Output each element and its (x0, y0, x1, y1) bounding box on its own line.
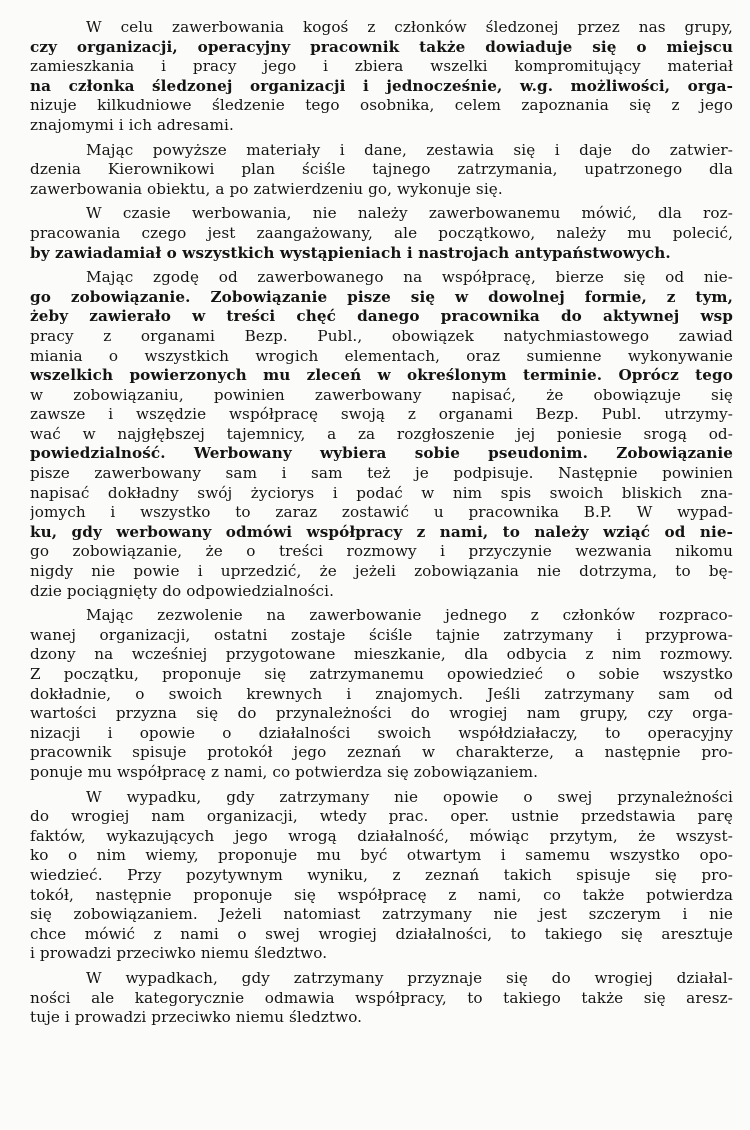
paragraph (30, 606, 733, 782)
text-line: dzie pociągnięty do odpowiedzialności. (30, 581, 335, 600)
text-line: wartości przyzna się do przynależności do wrogiej nam grupy, czy orga- (30, 704, 733, 723)
text-line: nigdy nie powie i uprzedzić, że jeżeli zobowiązania nie dotrzyma, to bę- (30, 562, 733, 581)
text-line: go zobowiązanie, że o treści rozmowy i przyczynie wezwania nikomu (30, 542, 733, 561)
text-line: by zawiadamiał o wszystkich wystąpieniach i nastrojach antypaństwowych. (30, 243, 671, 262)
text-line: miania o wszystkich wrogich elementach, oraz sumienne wykonywanie (30, 346, 733, 365)
text-line: w zobowiązaniu, powinien zawerbowany napisać, że obowiązuje się (30, 385, 733, 404)
text-line: faktów, wykazujących jego wrogą działalność, mówiąc przytym, że wszyst- (30, 826, 733, 845)
text-line: go zobowiązanie. Zobowiązanie pisze się w dowolnej formie, z tym, (30, 287, 733, 306)
text-line: W wypadkach, gdy zatrzymany przyznaje się do wrogiej działal- (86, 968, 733, 987)
text-line: ku, gdy werbowany odmówi współpracy z nami, to należy wziąć od nie- (30, 522, 733, 541)
text-line: znajomymi i ich adresami. (30, 115, 234, 134)
paragraph (30, 204, 733, 263)
text-line: tuje i prowadzi przeciwko niemu śledztwo. (30, 1008, 363, 1027)
text-line: W czasie werbowania, nie należy zawerbowanemu mówić, dla roz- (86, 204, 733, 223)
text-line: zawerbowania obiektu, a po zatwierdzeniu go, wykonuje się. (30, 179, 503, 198)
text-line: ności ale kategorycznie odmawia współpracy, to takiego także się aresz- (30, 988, 733, 1007)
text-line: dzenia Kierownikowi plan ściśle tajnego zatrzymania, upatrzonego dla (30, 160, 733, 179)
text-line: Mając zezwolenie na zawerbowanie jednego z członków rozpraco- (86, 606, 733, 625)
paragraph (30, 18, 733, 136)
text-line: wać w najgłębszej tajemnicy, a za rozgłoszenie jej poniesie srogą od- (30, 424, 733, 443)
text-line: ko o nim wiemy, proponuje mu być otwartym i samemu wszystko opo- (30, 846, 733, 865)
text-line: wiedzieć. Przy pozytywnym wyniku, z zeznań takich spisuje się pro- (30, 865, 733, 884)
text-line: wszelkich powierzonych mu zleceń w określonym terminie. Oprócz tego (30, 366, 733, 385)
text-line: się zobowiązaniem. Jeżeli natomiast zatrzymany nie jest szczerym i nie (30, 905, 733, 924)
text-line: pracowania czego jest zaangażowany, ale początkowo, należy mu polecić, (30, 223, 733, 242)
document-text (30, 18, 733, 1033)
text-line: nizuje kilkudniowe śledzenie tego osobnika, celem zapoznania się z jego (30, 96, 733, 115)
text-line: pisze zawerbowany sam i sam też je podpisuje. Następnie powinien (30, 464, 733, 483)
text-line: dzony na wcześniej przygotowane mieszkanie, dla odbycia z nim rozmowy. (30, 645, 733, 664)
text-line: pracy z organami Bezp. Publ., obowiązek natychmiastowego zawiad (30, 326, 733, 345)
text-line: nizacji i opowie o działalności swoich współdziałaczy, to operacyjny (30, 723, 733, 742)
text-line: czy organizacji, operacyjny pracownik także dowiaduje się o miejscu (30, 37, 733, 56)
text-line: zamieszkania i pracy jego i zbiera wszelki kompromitujący materiał (30, 57, 733, 76)
text-line: Mając zgodę od zawerbowanego na współpracę, bierze się od nie- (86, 268, 733, 287)
text-line: dokładnie, o swoich krewnych i znajomych. Jeśli zatrzymany sam od (30, 684, 733, 703)
text-line: zawsze i wszędzie współpracę swoją z organami Bezp. Publ. utrzymy- (30, 405, 733, 424)
text-line: do wrogiej nam organizacji, wtedy prac. oper. ustnie przedstawia parę (30, 807, 733, 826)
text-line: ponuje mu współpracę z nami, co potwierdza się zobowiązaniem. (30, 762, 539, 781)
text-line: Mając powyższe materiały i dane, zestawia się i daje do zatwier- (86, 140, 733, 159)
text-line: napisać dokładny swój życiorys i podać w nim spis swoich bliskich zna- (30, 483, 733, 502)
text-line: i prowadzi przeciwko niemu śledztwo. (30, 944, 328, 963)
text-line: tokół, następnie proponuje się współpracę z nami, co także potwierdza (30, 885, 733, 904)
text-line: Z początku, proponuje się zatrzymanemu opowiedzieć o sobie wszystko (30, 665, 733, 683)
paragraph (30, 788, 733, 964)
text-line: pracownik spisuje protokół jego zeznań w charakterze, a następnie pro- (30, 743, 733, 762)
text-line: W celu zawerbowania kogoś z członków śledzonej przez nas grupy, (86, 18, 733, 36)
paragraph (30, 268, 733, 601)
text-line: chce mówić z nami o swej wrogiej działalności, to takiego się aresztuje (30, 924, 733, 943)
paragraph (30, 969, 733, 1028)
text-line: na członka śledzonej organizacji i jednocześnie, w.g. możliwości, orga- (30, 76, 733, 95)
text-line: żeby zawierało w treści chęć danego pracownika do aktywnej wsp (30, 307, 733, 326)
text-line: jomych i wszystko to zaraz zostawić u pracownika B.P. W wypad- (30, 503, 733, 522)
paragraph (30, 141, 733, 200)
text-line: wanej organizacji, ostatni zostaje ściśle tajnie zatrzymany i przyprowa- (30, 625, 733, 644)
text-line: powiedzialność. Werbowany wybiera sobie pseudonim. Zobowiązanie (30, 444, 733, 463)
text-line: W wypadku, gdy zatrzymany nie opowie o swej przynależności (86, 787, 733, 806)
